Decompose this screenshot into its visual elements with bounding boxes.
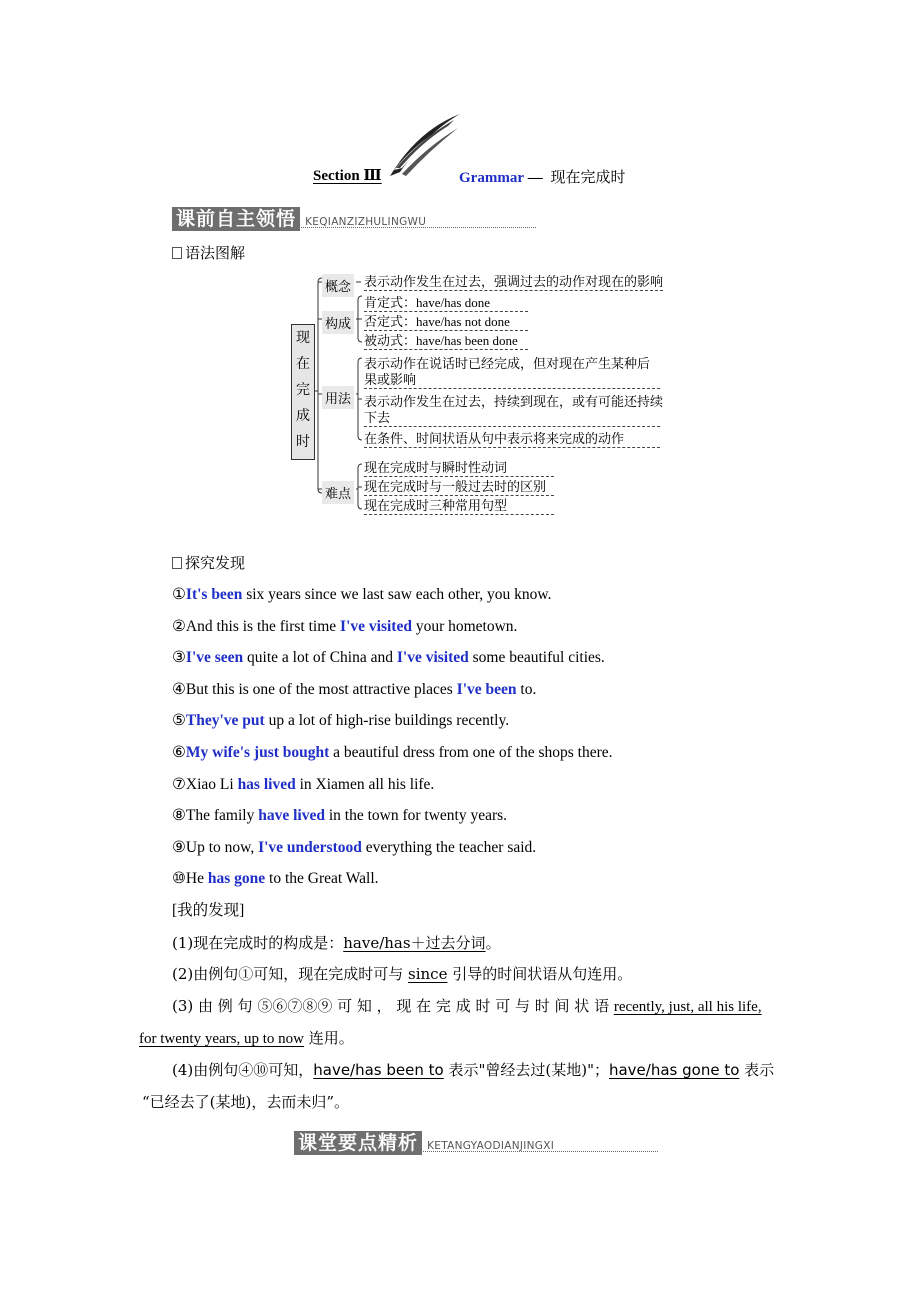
sentence-text: up a lot of high-rise buildings recently. [264, 712, 510, 730]
sentence-text: But this is one of the most attractive places [185, 680, 457, 698]
finding-2 [172, 964, 632, 984]
banner-title: 课前自主领悟 [172, 207, 300, 231]
banner-subtitle: KETANGYAODIANJINGXI [427, 1140, 555, 1152]
example-number: ② [172, 617, 186, 635]
highlighted-verb: It's been [185, 586, 243, 603]
sentence-text: He [185, 870, 208, 888]
example-number: ③ [172, 649, 186, 667]
sentence-text: six years since we last saw each other, you know. [242, 586, 552, 603]
root-char: 成 [296, 408, 310, 424]
root-char: 时 [296, 434, 310, 450]
sentence-text: some beautiful cities. [468, 649, 605, 667]
banner-subtitle: KEQIANZIZHULINGWU [305, 216, 427, 228]
finding-3-end: 连用。 [303, 1029, 354, 1047]
difficulty-label: 难点 [322, 481, 354, 504]
finding-4-mid: 表示"曾经去过(某地)"； [443, 1061, 609, 1079]
usage-1 [364, 356, 660, 389]
finding-2-text: (2)由例句①可知，现在完成时可与 [172, 965, 409, 983]
form-affirmative: 肯定式：have/has done [364, 295, 528, 312]
sentence-text: Up to now, [185, 838, 259, 856]
example-list [172, 585, 613, 901]
finding-3-text: (3) 由 例 句 ⑤⑥⑦⑧⑨ 可 知 ， 现 在 完 成 时 可 与 时 间 状 语 [172, 997, 614, 1015]
usage-2-line1: 表示动作发生在过去，持续到现在，或有可能还持续 [364, 394, 664, 409]
finding-4-cont: “已经去了(某地)，去而未归”。 [142, 1093, 350, 1111]
finding-4-answer-2: have/has gone to [608, 1061, 740, 1079]
difficulty-1: 现在完成时与瞬时性动词 [364, 460, 554, 477]
highlighted-verb: has lived [237, 775, 296, 793]
example-sentence [172, 680, 613, 712]
usage-3: 在条件、时间状语从句中表示将来完成的动作 [364, 431, 660, 448]
highlighted-verb: I've visited [396, 649, 469, 667]
example-number: ⑤ [172, 712, 186, 730]
example-number: ⑩ [172, 870, 186, 888]
highlighted-verb: My wife's just bought [185, 743, 330, 761]
highlighted-verb: have lived [258, 807, 325, 825]
usage-1-line2: 果或影响 [364, 372, 660, 389]
example-sentence [172, 806, 613, 838]
banner-in-class [294, 1128, 658, 1152]
checkbox-square-icon [172, 557, 182, 569]
sentence-text: in Xiamen all his life. [295, 775, 435, 793]
example-sentence [172, 648, 613, 680]
root-char: 现 [296, 330, 310, 346]
example-number: ④ [172, 680, 186, 698]
concept-label: 概念 [322, 274, 354, 297]
finding-4-end: 表示 [739, 1061, 775, 1079]
finding-4-text: (4)由例句④⑩可知， [172, 1061, 314, 1079]
form-label: 构成 [322, 311, 354, 334]
example-sentence [172, 711, 613, 743]
finding-4 [172, 1060, 774, 1080]
finding-2-end: 引导的时间状语从句连用。 [447, 965, 633, 983]
header-grammar [459, 166, 626, 187]
example-number: ① [172, 586, 186, 603]
header-dash: — [527, 170, 543, 186]
difficulty-2: 现在完成时与一般过去时的区别 [364, 479, 554, 496]
finding-4-answer-1: have/has been to [313, 1061, 444, 1079]
finding-3 [172, 996, 762, 1017]
example-sentence [172, 617, 613, 649]
explore-heading-text: 探究发现 [185, 554, 246, 572]
concept-text: 表示动作发生在过去，强调过去的动作对现在的影响 [364, 274, 664, 289]
highlighted-verb: I've understood [258, 838, 362, 856]
highlighted-verb: I've visited [340, 617, 412, 635]
root-char: 在 [296, 356, 310, 372]
sentence-text: The family [185, 807, 259, 825]
finding-1-text: (1)现在完成时的构成是： [172, 934, 344, 952]
highlighted-verb: They've put [185, 712, 265, 730]
sentence-text: your hometown. [411, 617, 518, 635]
grammar-label: Grammar [459, 170, 524, 186]
explore-heading [172, 553, 245, 573]
sentence-text: to. [516, 680, 537, 698]
example-number: ⑧ [172, 807, 186, 825]
example-number: ⑥ [172, 743, 186, 761]
finding-3-answer-1: recently, just, all his life, [613, 999, 762, 1015]
finding-2-answer: since [408, 965, 448, 983]
usage-label: 用法 [322, 386, 354, 409]
sentence-text: Xiao Li [185, 775, 238, 793]
diagram-brackets [0, 0, 920, 520]
sentence-text: quite a lot of China and [243, 649, 397, 667]
banner-title: 课堂要点精析 [294, 1131, 422, 1155]
sentence-text: And this is the first time [185, 617, 341, 635]
finding-3-cont [139, 1028, 354, 1049]
banner-pre-class [172, 204, 536, 228]
finding-1 [172, 933, 501, 953]
finding-1-end: 。 [485, 934, 501, 952]
example-number: ⑦ [172, 775, 186, 793]
diagram-heading [172, 243, 245, 263]
example-sentence [172, 743, 613, 775]
highlighted-verb: I've seen [185, 649, 244, 667]
example-sentence [172, 585, 613, 617]
example-sentence [172, 838, 613, 870]
section-label: Section Ⅲ [313, 168, 382, 184]
finding-3-answer-2: for twenty years, up to now [139, 1031, 304, 1047]
form-negative: 否定式：have/has not done [364, 314, 528, 331]
diagram-heading-text: 语法图解 [185, 244, 246, 262]
finding-1-answer: have/has＋过去分词 [343, 934, 486, 952]
difficulty-3: 现在完成时三种常用句型 [364, 498, 554, 515]
root-char: 完 [296, 382, 310, 398]
usage-1-line1: 表示动作在说话时已经完成，但对现在产生某种后 [364, 356, 651, 371]
form-passive: 被动式：have/has been done [364, 333, 528, 350]
usage-2-line2: 下去 [364, 410, 660, 427]
highlighted-verb: I've been [456, 680, 517, 698]
example-number: ⑨ [172, 838, 186, 856]
highlighted-verb: has gone [207, 870, 266, 888]
findings-heading: [我的发现] [172, 902, 245, 919]
checkbox-square-icon [172, 247, 182, 259]
grammar-diagram [0, 0, 920, 520]
sentence-text: in the town for twenty years. [324, 807, 508, 825]
header-topic: 现在完成时 [550, 170, 626, 186]
sentence-text: to the Great Wall. [265, 870, 379, 888]
sentence-text: a beautiful dress from one of the shops there. [329, 743, 613, 761]
swoosh-logo-icon [388, 110, 464, 180]
example-sentence [172, 869, 613, 901]
usage-2 [364, 394, 663, 427]
example-sentence [172, 775, 613, 807]
section-title [313, 166, 382, 185]
diagram-root [291, 324, 315, 460]
sentence-text: everything the teacher said. [361, 838, 537, 856]
